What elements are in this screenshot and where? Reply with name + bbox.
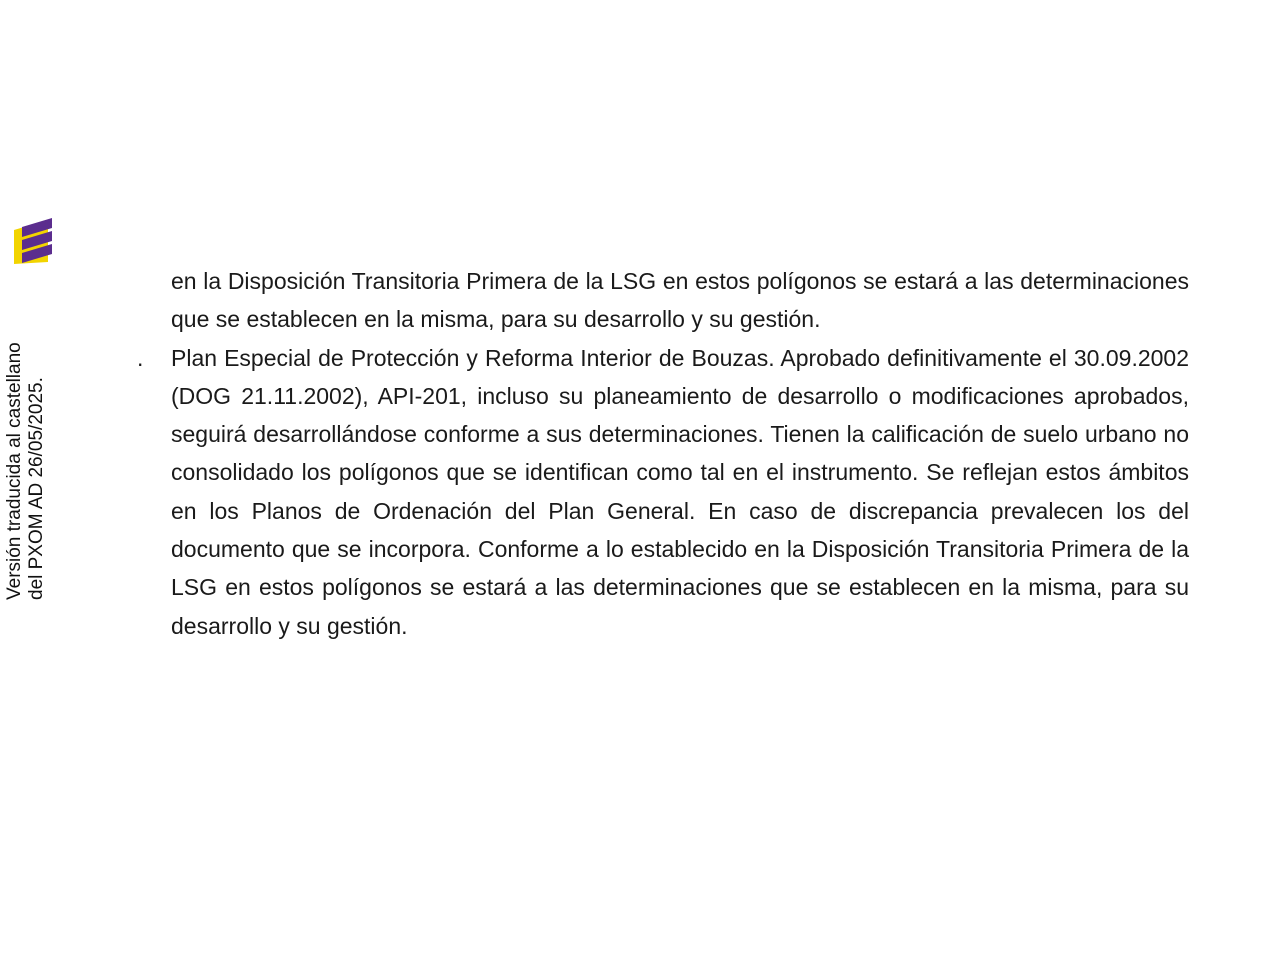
side-note-line-1: Versión traducida al castellano: [4, 342, 25, 600]
list-item: [137, 339, 1189, 645]
side-note-line-2: del PXOM AD 26/05/2025.: [26, 377, 47, 600]
logo-icon: [8, 218, 56, 266]
document-body: [137, 262, 1189, 645]
side-note: [4, 300, 48, 600]
paragraph-2: Plan Especial de Protección y Reforma Interior de Bouzas. Aprobado definitivamente el 30.09.2002 (DOG 21.11.2002), API-201, incluso su planeamiento de desarrollo o modificaciones aprobados, seguirá desarrollándose conforme a sus determinaciones. Tienen la calificación de suelo urbano no consolidado los polígonos que se identifican como tal en el instrumento. Se reflejan estos ámbitos en los Planos de Ordenación del Plan General. En caso de discrepancia prevalecen los del documento que se incorpora. Conforme a lo establecido en la Disposición Transitoria Primera de la LSG en estos polígonos se estará a las determinaciones que se establecen en la misma, para su desarrollo y su gestión.: [171, 344, 1189, 639]
paragraph-1: en la Disposición Transitoria Primera de la LSG en estos polígonos se estará a las determinaciones que se establecen en la misma, para su desarrollo y su gestión.: [171, 268, 1189, 333]
list-item-marker: .: [137, 344, 144, 371]
